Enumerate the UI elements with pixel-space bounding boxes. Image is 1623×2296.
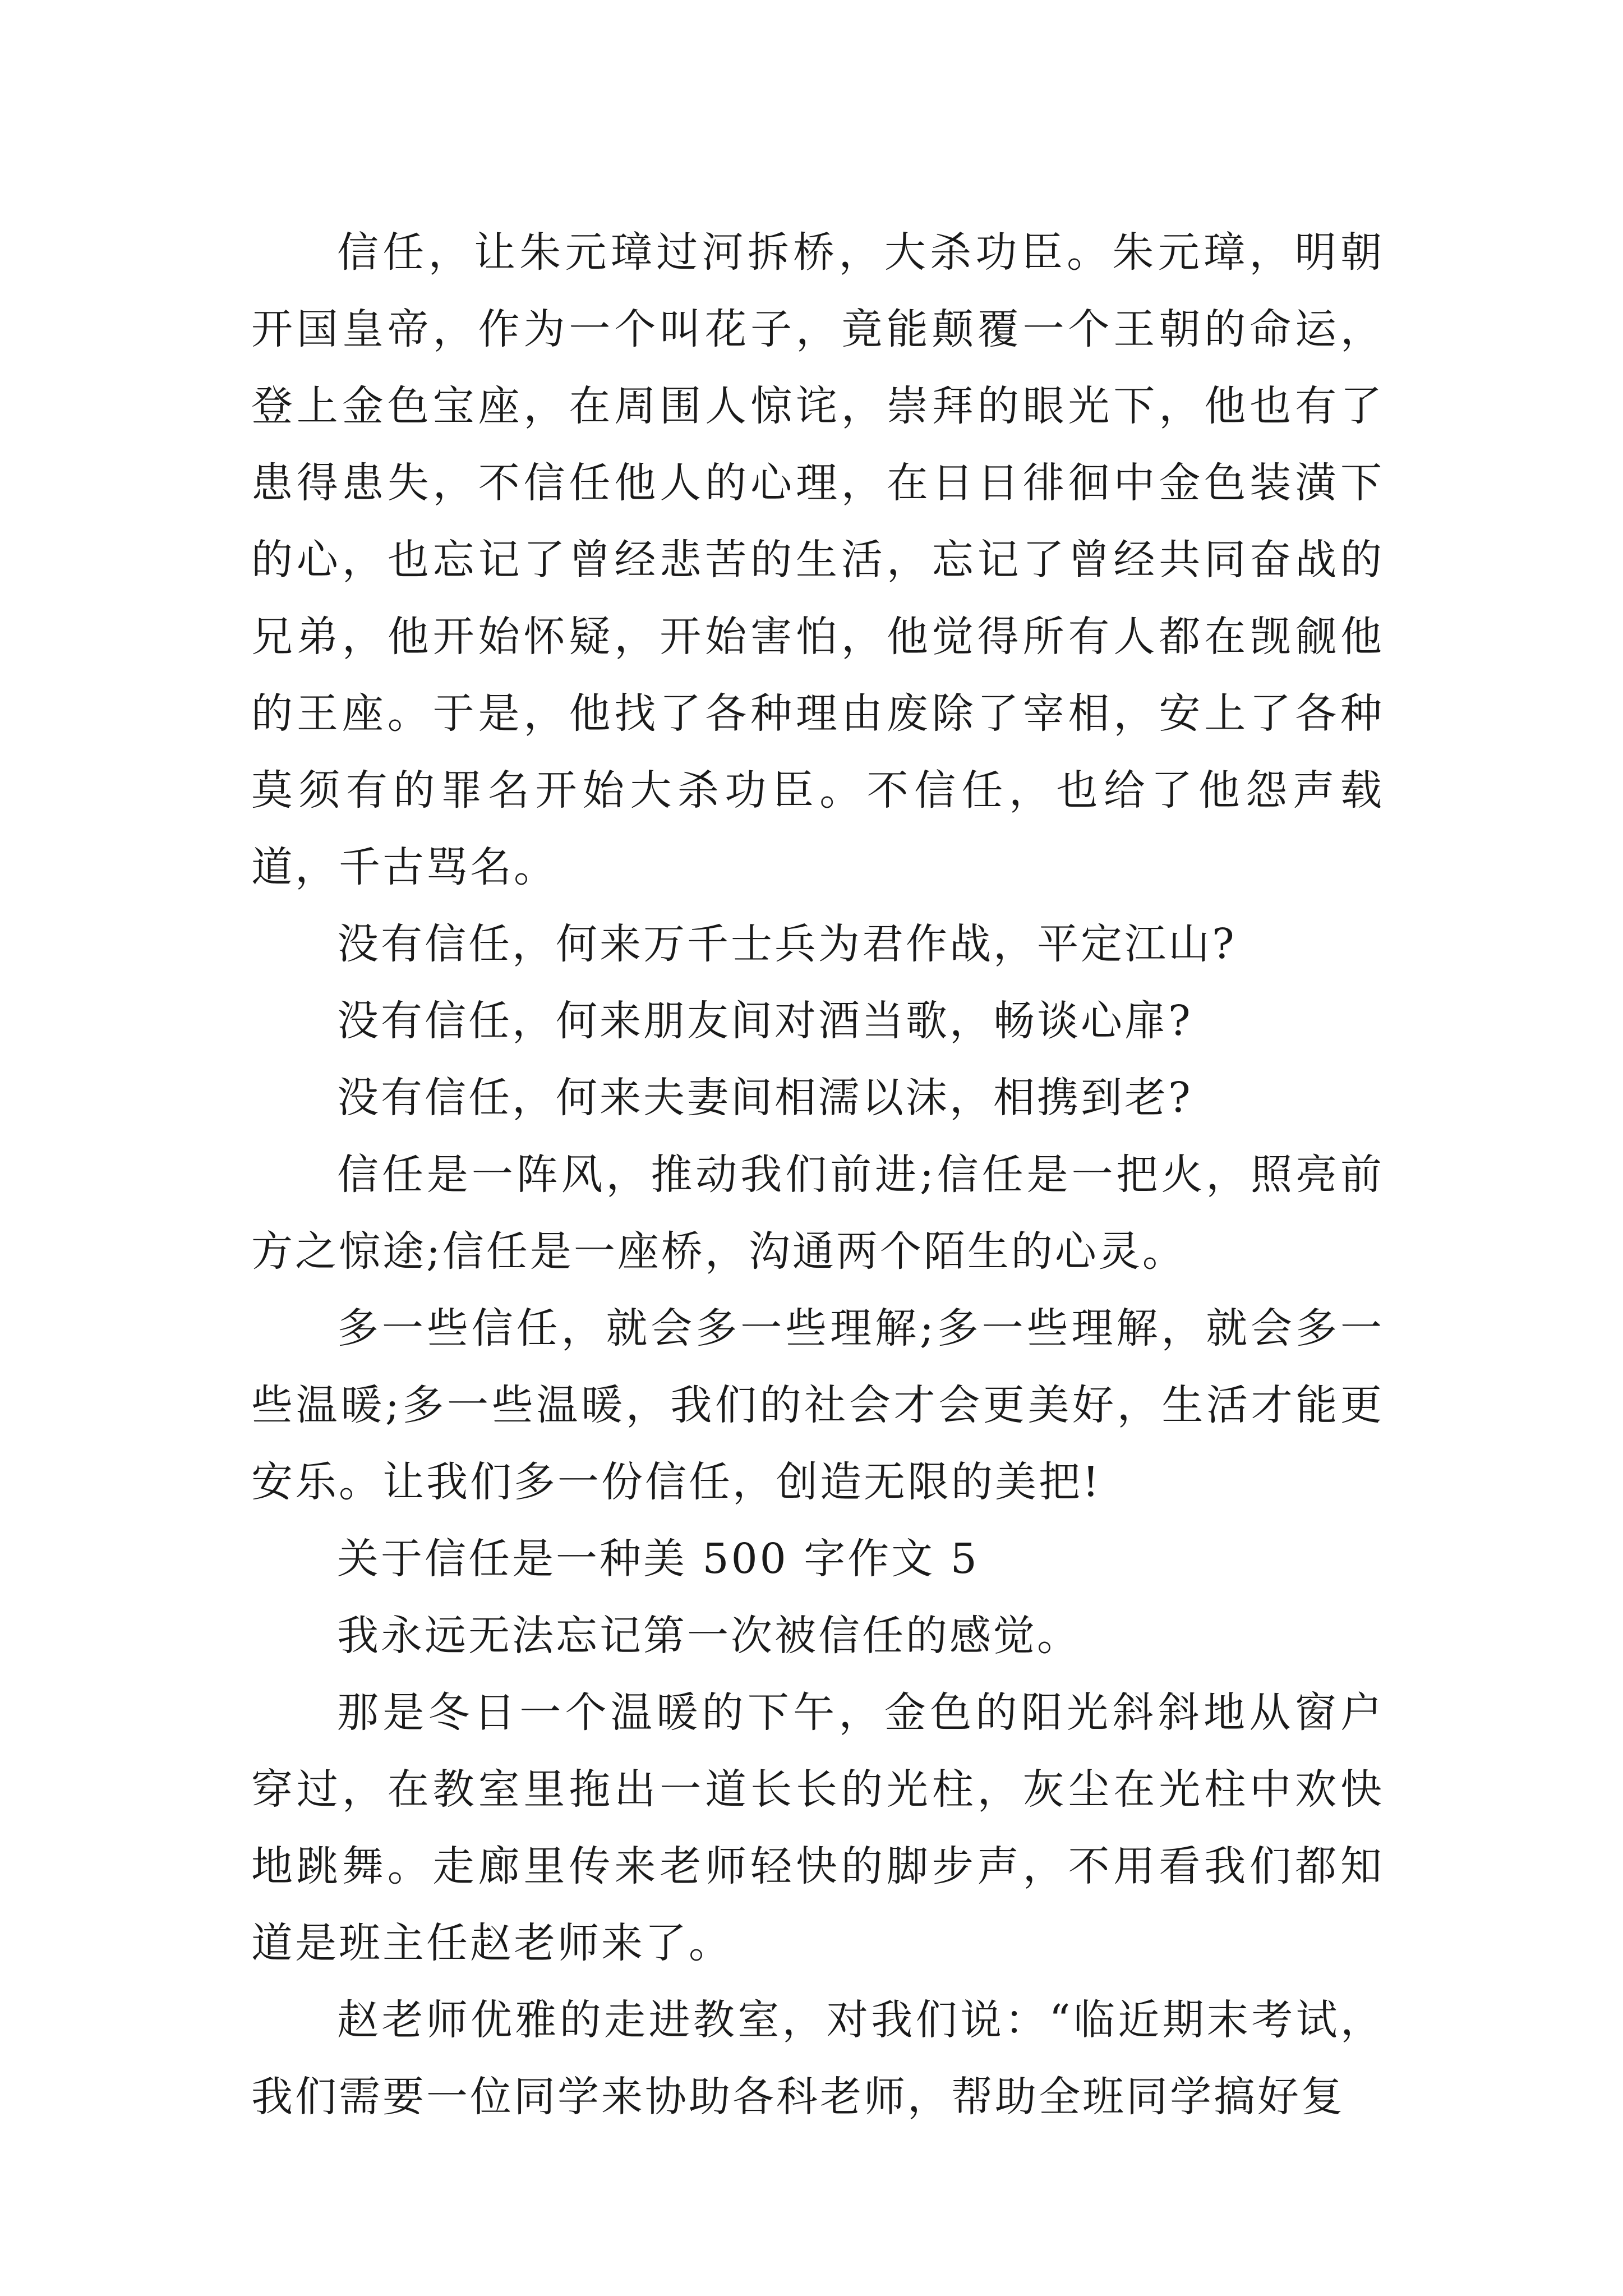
paragraph-never-forget: 我永远无法忘记第一次被信任的感觉。 [337,1612,1081,1660]
paragraph-question-soldiers: 没有信任，何来万千士兵为君作战，平定江山? [337,920,1237,968]
paragraph-winter-afternoon: 那是冬日一个温暖的下午，金色的阳光斜斜地从窗户穿过，在教室里拖出一道长长的光柱，灰尘在光柱中欢快地跳舞。走廊里传来老师轻快的脚步声，不用看我们都知道是班主任赵老师来了。 [251,1688,1384,1967]
document-body [251,214,1384,2136]
paragraph-zhu-yuanzhang: 信任，让朱元璋过河拆桥，大杀功臣。朱元璋，明朝开国皇帝，作为一个叫花子，竟能颠覆一个王朝的命运，登上金色宝座，在周围人惊诧，崇拜的眼光下，他也有了患得患失，不信任他人的心理，在日日徘徊中金色装潢下的心，也忘记了曾经悲苦的生活，忘记了曾经共同奋战的兄弟，他开始怀疑，开始害怕，他觉得所有人都在觊觎他的王座。于是，他找了各种理由废除了宰相，安上了各种莫须有的罪名开始大杀功臣。不信任，也给了他怨声载道，千古骂名。 [251,228,1384,891]
paragraph-question-friends: 没有信任，何来朋友间对酒当歌，畅谈心扉? [337,997,1193,1045]
paragraph-more-trust: 多一些信任，就会多一些理解;多一些理解，就会多一些温暖;多一些温暖，我们的社会才会更美好，生活才能更安乐。让我们多一份信任，创造无限的美把! [251,1304,1384,1506]
essay-heading: 关于信任是一种美 500 字作文 5 [337,1535,979,1583]
paragraph-trust-metaphors: 信任是一阵风，推动我们前进;信任是一把火，照亮前方之惊途;信任是一座桥，沟通两个陌生的心灵。 [251,1151,1384,1276]
paragraph-teacher-enters: 赵老师优雅的走进教室，对我们说：“临近期末考试，我们需要一位同学来协助各科老师，帮助全班同学搞好复 [251,1996,1384,2121]
paragraph-question-couples: 没有信任，何来夫妻间相濡以沫，相携到老? [337,1074,1193,1122]
